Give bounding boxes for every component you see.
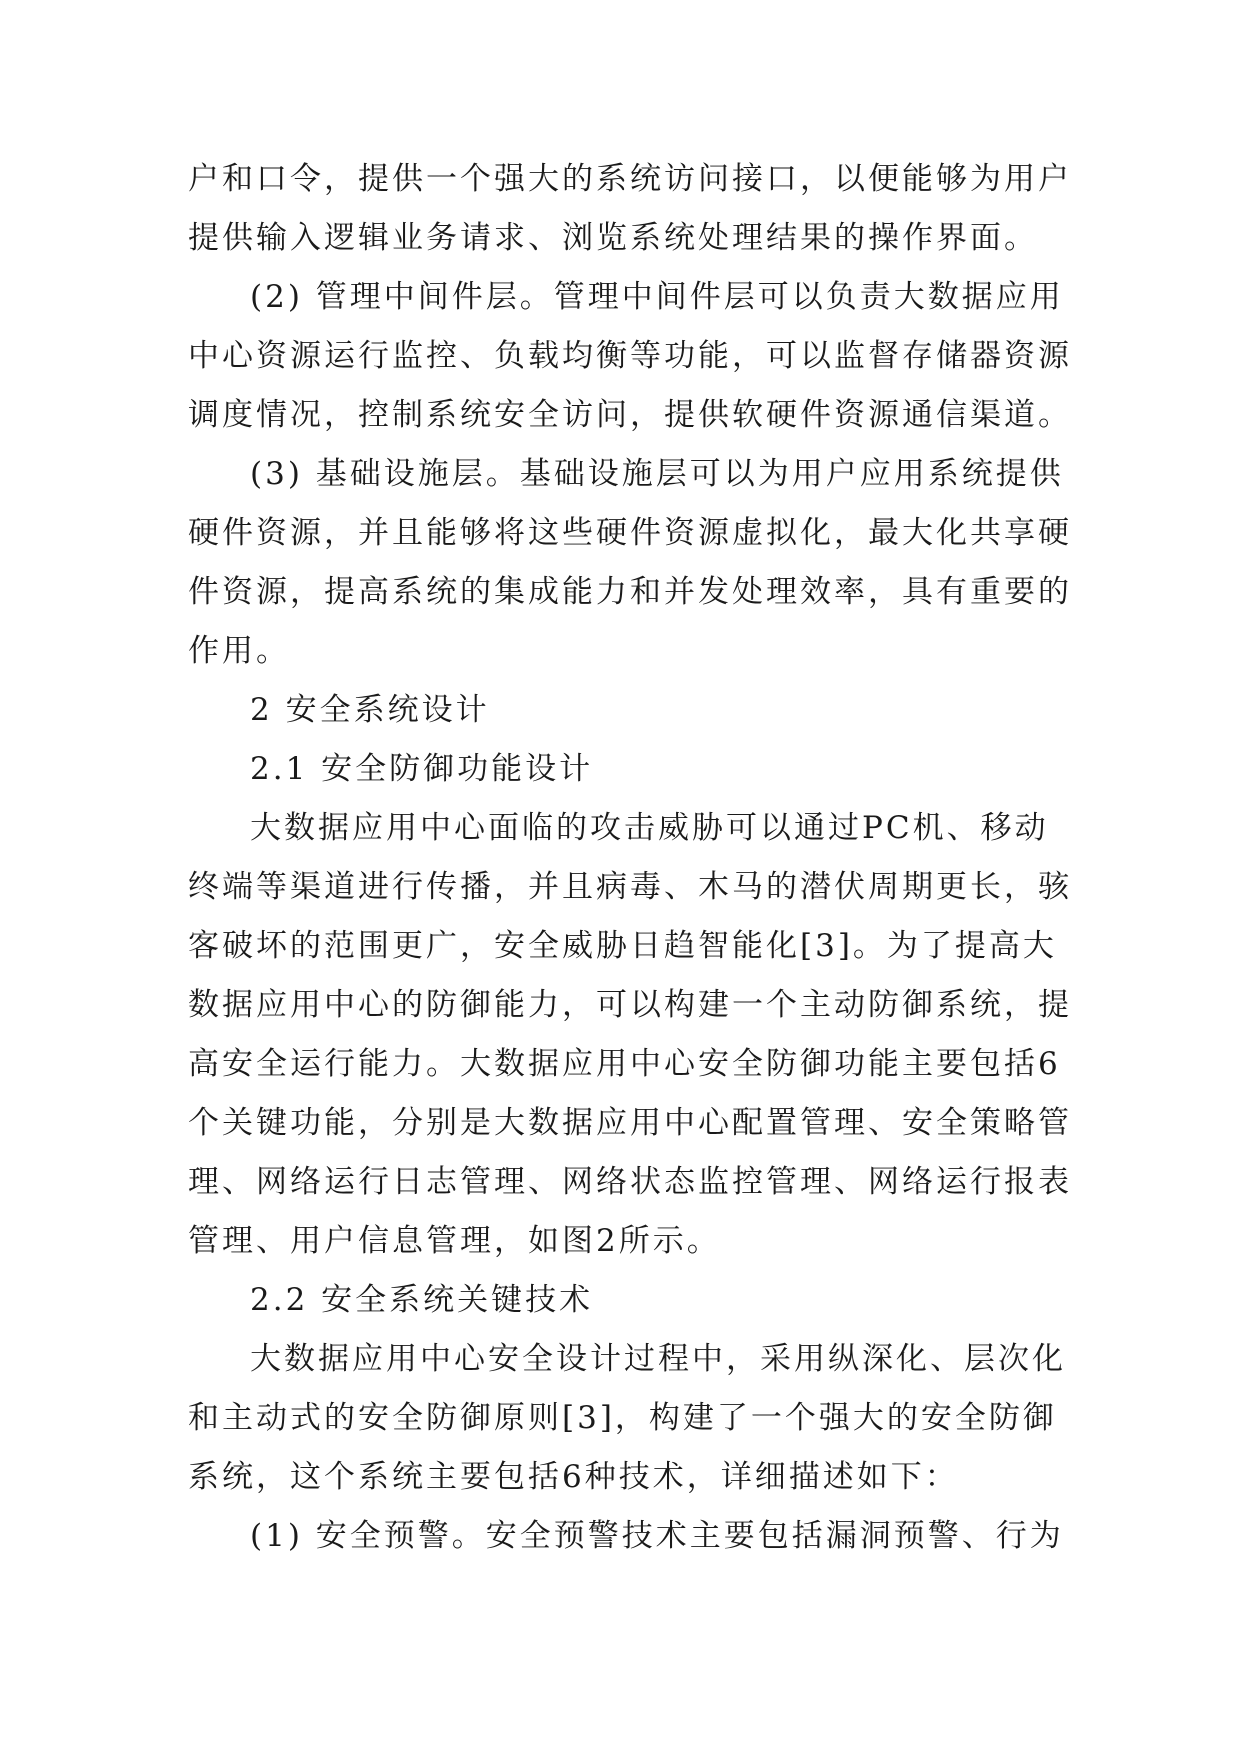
text-line: 作用。 <box>188 633 290 669</box>
subsection-heading: 2.1 安全防御功能设计 <box>250 751 594 787</box>
text-line: 管理、用户信息管理，如图2所示。 <box>188 1223 721 1259</box>
text-line: 系统，这个系统主要包括6种技术，详细描述如下： <box>188 1459 959 1495</box>
text-line: 户和口令，提供一个强大的系统访问接口，以便能够为用户 <box>188 161 1072 197</box>
text-line: 终端等渠道进行传播，并且病毒、木马的潜伏周期更长，骇 <box>188 869 1072 905</box>
text-line: 个关键功能，分别是大数据应用中心配置管理、安全策略管 <box>188 1105 1072 1141</box>
text-line: 和主动式的安全防御原则[3]，构建了一个强大的安全防御 <box>188 1400 1057 1436</box>
text-line: 高安全运行能力。大数据应用中心安全防御功能主要包括6 <box>188 1046 1061 1082</box>
list-item-paragraph: (2) 管理中间件层。管理中间件层可以负责大数据应用 <box>250 279 1064 315</box>
section-heading: 2 安全系统设计 <box>250 692 490 728</box>
paragraph-start: 大数据应用中心安全设计过程中，采用纵深化、层次化 <box>250 1341 1066 1377</box>
text-line: 硬件资源，并且能够将这些硬件资源虚拟化，最大化共享硬 <box>188 515 1072 551</box>
text-line: 理、网络运行日志管理、网络状态监控管理、网络运行报表 <box>188 1164 1072 1200</box>
list-item-paragraph: (3) 基础设施层。基础设施层可以为用户应用系统提供 <box>250 456 1064 492</box>
text-line: 提供输入逻辑业务请求、浏览系统处理结果的操作界面。 <box>188 220 1038 256</box>
paragraph-start: 大数据应用中心面临的攻击威胁可以通过PC机、移动 <box>250 810 1049 846</box>
text-line: 客破坏的范围更广，安全威胁日趋智能化[3]。为了提高大 <box>188 928 1057 964</box>
list-item-paragraph: (1) 安全预警。安全预警技术主要包括漏洞预警、行为 <box>250 1518 1064 1554</box>
text-line: 调度情况，控制系统安全访问，提供软硬件资源通信渠道。 <box>188 397 1072 433</box>
document-body <box>188 150 1072 1566</box>
subsection-heading: 2.2 安全系统关键技术 <box>250 1282 594 1318</box>
text-line: 中心资源运行监控、负载均衡等功能，可以监督存储器资源 <box>188 338 1072 374</box>
text-line: 件资源，提高系统的集成能力和并发处理效率，具有重要的 <box>188 574 1072 610</box>
text-line: 数据应用中心的防御能力，可以构建一个主动防御系统，提 <box>188 987 1072 1023</box>
